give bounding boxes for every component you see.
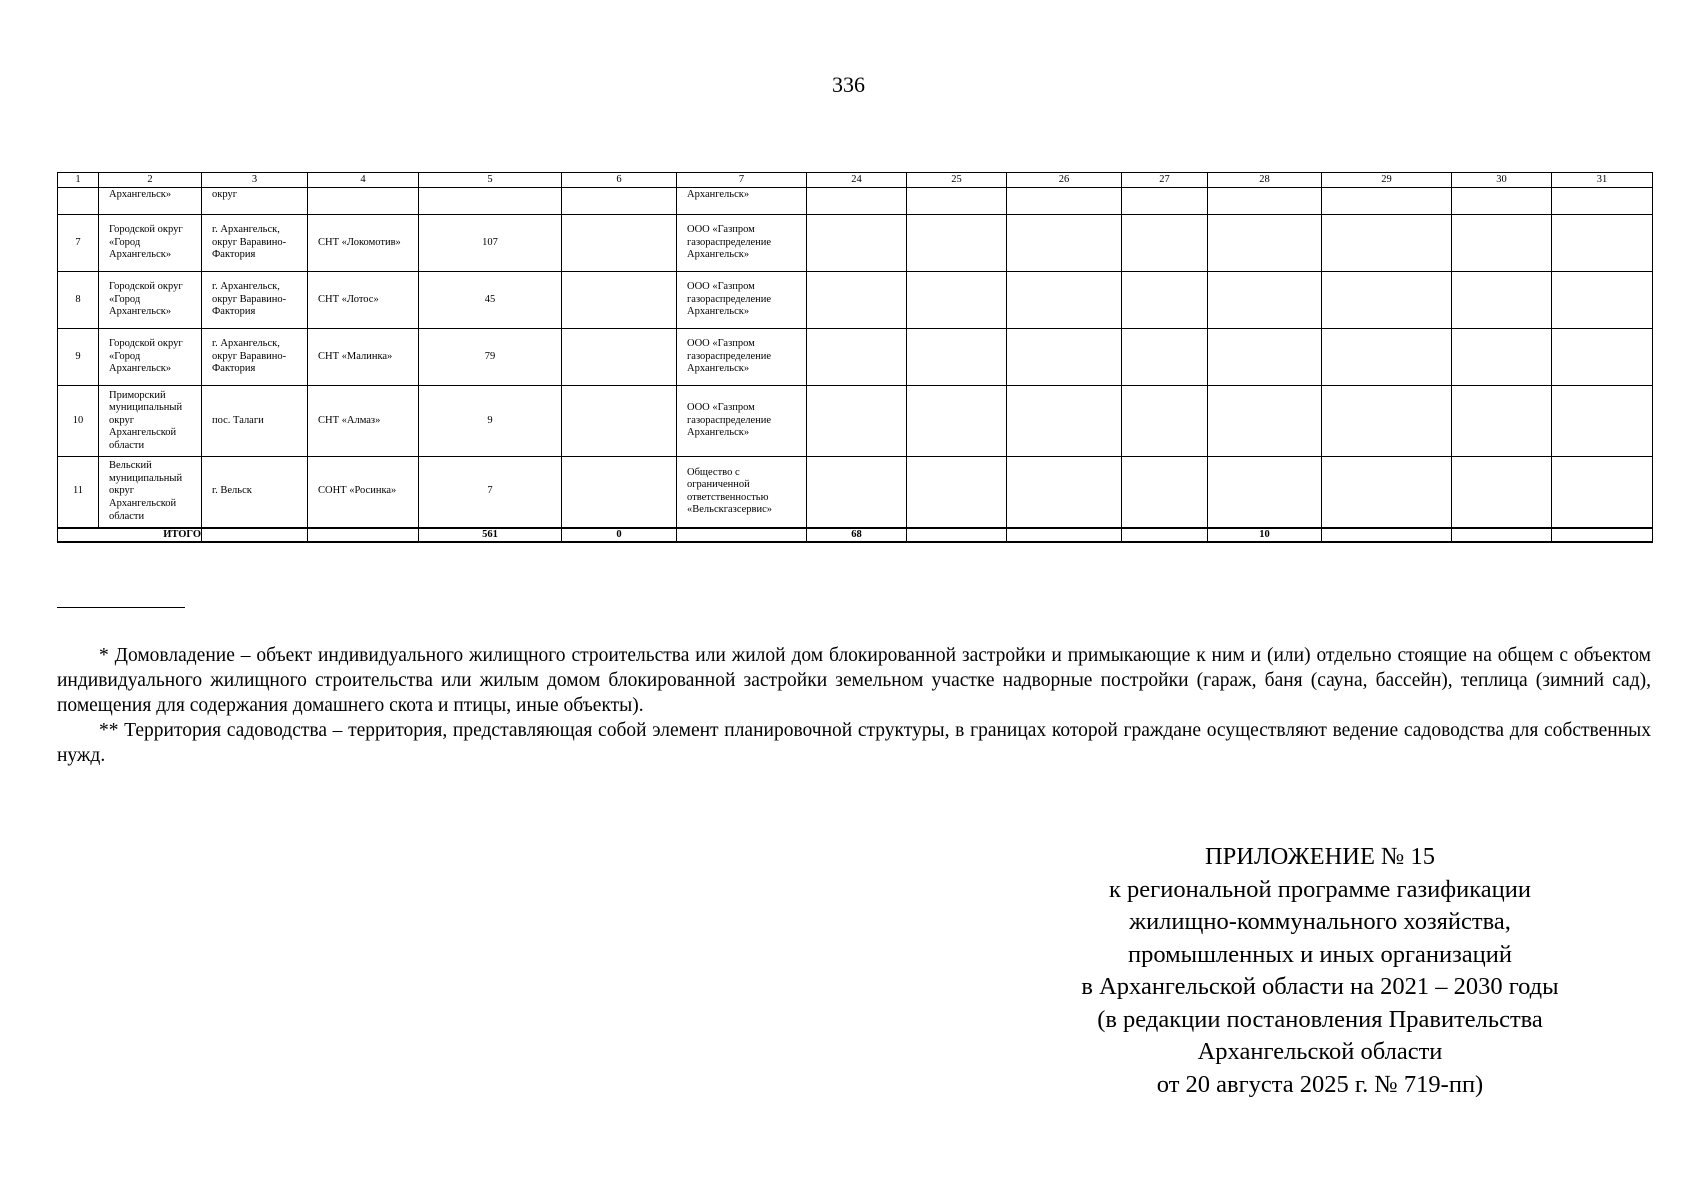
cell-col6 <box>562 188 677 215</box>
cell-empty <box>807 272 907 329</box>
cell-number: 9 <box>58 329 99 386</box>
cell-empty <box>1122 457 1208 528</box>
cell-number: 8 <box>58 272 99 329</box>
cell-empty <box>1007 528 1122 543</box>
cell-locality: г. Архангельск, округ Варавино-Фактория <box>202 215 308 272</box>
cell-empty <box>907 215 1007 272</box>
cell-col6 <box>562 457 677 528</box>
cell-empty <box>1007 329 1122 386</box>
cell-empty <box>202 528 308 543</box>
table-row <box>58 329 1653 386</box>
cell-empty <box>1452 272 1552 329</box>
cell-col5: 79 <box>419 329 562 386</box>
cell-col6 <box>562 272 677 329</box>
cell-empty <box>807 188 907 215</box>
cell-municipality: Вельский муниципальный округ Архангельской области <box>99 457 202 528</box>
cell-locality: г. Архангельск, округ Варавино-Фактория <box>202 329 308 386</box>
cell-empty <box>907 188 1007 215</box>
cell-empty <box>807 457 907 528</box>
appendix-line: жилищно-коммунального хозяйства, <box>1129 908 1511 935</box>
cell-empty <box>1452 386 1552 457</box>
cell-empty <box>1122 386 1208 457</box>
cell-empty <box>1208 329 1322 386</box>
table-row <box>58 386 1653 457</box>
column-header: 26 <box>1007 173 1122 188</box>
cell-territory: СНТ «Малинка» <box>308 329 419 386</box>
cell-locality: округ <box>202 188 308 215</box>
column-header: 25 <box>907 173 1007 188</box>
cell-number <box>58 188 99 215</box>
cell-territory: СОНТ «Росинка» <box>308 457 419 528</box>
data-table <box>57 172 1653 543</box>
cell-empty <box>1322 188 1452 215</box>
cell-empty <box>1122 528 1208 543</box>
footnote-household: * Домовладение – объект индивидуального жилищного строительства или жилой дом блокированной застройки и примыкающие к ним и (или) отдельно стоящие на общем с объектом индивидуального жилищного строительства или жилым домом блокированной застройки земельном участке надворные постройки (гараж, баня (сауна, бассейн), теплица (зимний сад), помещения для содержания домашнего скота и птицы, иные объекты). <box>57 645 1651 716</box>
total-label: ИТОГО <box>58 528 202 543</box>
footnote-divider <box>57 607 185 608</box>
appendix-line: промышленных и иных организаций <box>1128 940 1512 968</box>
cell-empty <box>1322 329 1452 386</box>
cell-empty <box>907 329 1007 386</box>
cell-municipality: Городской округ «Город Архангельск» <box>99 215 202 272</box>
column-header: 7 <box>677 173 807 188</box>
cell-municipality: Городской округ «Город Архангельск» <box>99 329 202 386</box>
cell-empty <box>907 386 1007 457</box>
appendix-heading <box>1010 841 1630 1101</box>
cell-organization: ООО «Газпром газораспределение Архангельск» <box>677 272 807 329</box>
column-header: 24 <box>807 173 907 188</box>
cell-empty <box>1122 215 1208 272</box>
cell-locality: пос. Талаги <box>202 386 308 457</box>
page-number: 336 <box>832 72 865 97</box>
cell-empty <box>1552 528 1653 543</box>
cell-empty <box>1208 457 1322 528</box>
cell-empty <box>1552 386 1653 457</box>
cell-empty <box>907 272 1007 329</box>
cell-municipality: Архангельск» <box>99 188 202 215</box>
appendix-line: (в редакции постановления Правительства <box>1097 1005 1543 1033</box>
column-header: 6 <box>562 173 677 188</box>
table-row <box>58 457 1653 528</box>
cell-col6 <box>562 215 677 272</box>
table-header <box>58 173 1653 188</box>
cell-col5: 9 <box>419 386 562 457</box>
cell-empty <box>1007 215 1122 272</box>
total-col28: 10 <box>1208 528 1322 543</box>
cell-locality: г. Архангельск, округ Варавино-Фактория <box>202 272 308 329</box>
cell-organization: ООО «Газпром газораспределение Архангельск» <box>677 386 807 457</box>
cell-municipality: Городской округ «Город Архангельск» <box>99 272 202 329</box>
cell-empty <box>1452 457 1552 528</box>
appendix-title: ПРИЛОЖЕНИЕ № 15 <box>1204 843 1436 870</box>
cell-number: 10 <box>58 386 99 457</box>
cell-empty <box>1007 457 1122 528</box>
cell-empty <box>1452 329 1552 386</box>
cell-col6 <box>562 329 677 386</box>
column-header: 5 <box>419 173 562 188</box>
cell-empty <box>1208 215 1322 272</box>
cell-col5: 7 <box>419 457 562 528</box>
cell-empty <box>1322 215 1452 272</box>
cell-number: 11 <box>58 457 99 528</box>
cell-empty <box>1122 188 1208 215</box>
cell-municipality: Приморский муниципальный округ Архангельской области <box>99 386 202 457</box>
appendix-line: в Архангельской области на 2021 – 2030 годы <box>1081 973 1559 1000</box>
column-header: 4 <box>308 173 419 188</box>
column-header: 29 <box>1322 173 1452 188</box>
cell-empty <box>677 528 807 543</box>
column-header: 1 <box>58 173 99 188</box>
cell-empty <box>1007 386 1122 457</box>
cell-empty <box>1552 188 1653 215</box>
appendix-line: Архангельской области <box>1197 1038 1443 1065</box>
cell-empty <box>1208 386 1322 457</box>
column-header: 3 <box>202 173 308 188</box>
footnotes <box>57 643 1651 768</box>
cell-empty <box>1208 188 1322 215</box>
footnote-gardening-territory: ** Территория садоводства – территория, представляющая собой элемент планировочной структуры, в границах которой граждане осуществляют ведение садоводства для собственных нужд. <box>57 720 1651 766</box>
cell-empty <box>1552 215 1653 272</box>
cell-empty <box>1007 272 1122 329</box>
cell-empty <box>1007 188 1122 215</box>
cell-territory <box>308 188 419 215</box>
cell-empty <box>1322 272 1452 329</box>
total-col6: 0 <box>562 528 677 543</box>
table-row <box>58 272 1653 329</box>
cell-empty <box>1322 528 1452 543</box>
cell-organization: Общество с ограниченной ответственностью «Вельскгазсервис» <box>677 457 807 528</box>
cell-territory: СНТ «Лотос» <box>308 272 419 329</box>
cell-organization: ООО «Газпром газораспределение Архангельск» <box>677 329 807 386</box>
cell-col6 <box>562 386 677 457</box>
cell-organization: ООО «Газпром газораспределение Архангельск» <box>677 215 807 272</box>
cell-empty <box>1322 386 1452 457</box>
cell-empty <box>1122 272 1208 329</box>
column-header: 2 <box>99 173 202 188</box>
table-row <box>58 188 1653 215</box>
column-header: 31 <box>1552 173 1653 188</box>
cell-empty <box>1552 457 1653 528</box>
column-header: 30 <box>1452 173 1552 188</box>
appendix-line: от 20 августа 2025 г. № 719-пп) <box>1156 1070 1484 1098</box>
cell-empty <box>1208 272 1322 329</box>
cell-locality: г. Вельск <box>202 457 308 528</box>
cell-empty <box>1452 528 1552 543</box>
cell-empty <box>807 215 907 272</box>
cell-col5: 45 <box>419 272 562 329</box>
cell-empty <box>1122 329 1208 386</box>
cell-empty <box>1452 215 1552 272</box>
cell-col5 <box>419 188 562 215</box>
cell-empty <box>308 528 419 543</box>
cell-empty <box>907 457 1007 528</box>
cell-empty <box>907 528 1007 543</box>
column-header: 27 <box>1122 173 1208 188</box>
cell-territory: СНТ «Алмаз» <box>308 386 419 457</box>
total-col5: 561 <box>419 528 562 543</box>
cell-empty <box>1322 457 1452 528</box>
cell-empty <box>1452 188 1552 215</box>
cell-number: 7 <box>58 215 99 272</box>
cell-organization: Архангельск» <box>677 188 807 215</box>
cell-empty <box>1552 329 1653 386</box>
cell-empty <box>807 329 907 386</box>
cell-empty <box>807 386 907 457</box>
cell-empty <box>1552 272 1653 329</box>
column-header: 28 <box>1208 173 1322 188</box>
appendix-line: к региональной программе газификации <box>1109 875 1531 903</box>
cell-col5: 107 <box>419 215 562 272</box>
total-col24: 68 <box>807 528 907 543</box>
table-total-row <box>58 528 1653 543</box>
cell-territory: СНТ «Локомотив» <box>308 215 419 272</box>
table-row <box>58 215 1653 272</box>
